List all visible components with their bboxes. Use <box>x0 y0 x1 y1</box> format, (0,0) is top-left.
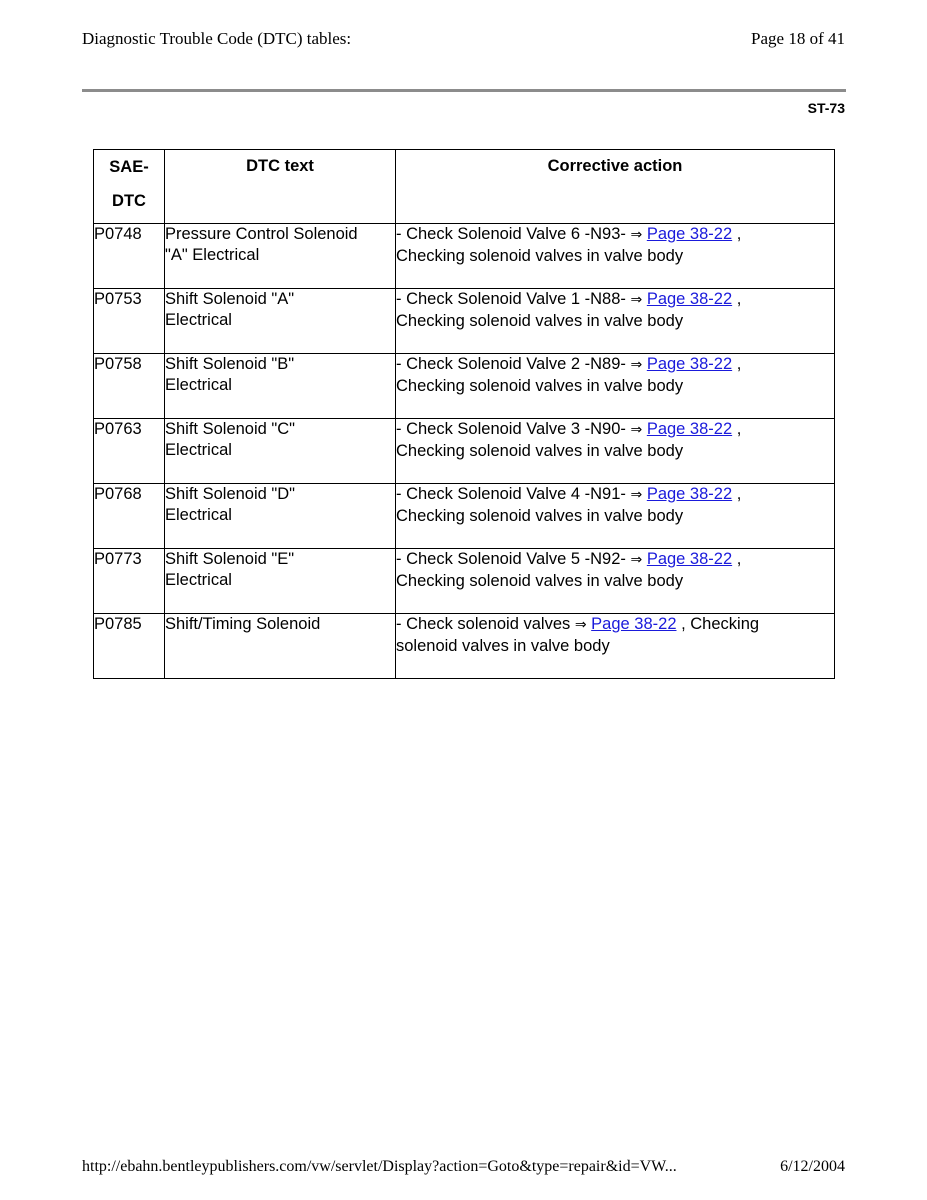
table-row <box>94 354 835 419</box>
action-suffix: , <box>736 485 742 503</box>
dtc-code-text: P0753 <box>94 290 142 308</box>
dtc-code <box>94 224 165 289</box>
corrective-action-line2: Checking solenoid valves in valve body <box>396 377 684 395</box>
arrow-right-icon: ⇒ <box>630 227 643 243</box>
arrow-right-icon: ⇒ <box>630 552 643 568</box>
arrow-right-icon: ⇒ <box>630 422 643 438</box>
action-text: - Check Solenoid Valve 4 -N91- <box>396 485 626 503</box>
dtc-code <box>94 614 165 679</box>
dtc-description-line2: Electrical <box>165 506 232 524</box>
table-row <box>94 419 835 484</box>
table-row <box>94 289 835 354</box>
page-link[interactable]: Page 38-22 <box>591 615 677 633</box>
dtc-description-line1: Pressure Control Solenoid <box>165 225 358 243</box>
dtc-description <box>165 289 396 354</box>
dtc-description-line1: Shift/Timing Solenoid <box>165 615 321 633</box>
action-suffix: , <box>736 420 742 438</box>
corrective-action-line2: Checking solenoid valves in valve body <box>396 442 684 460</box>
dtc-code-text: P0768 <box>94 485 142 503</box>
dtc-description <box>165 419 396 484</box>
page-link[interactable]: Page 38-22 <box>646 225 733 243</box>
dtc-description-line2: Electrical <box>165 376 232 394</box>
dtc-description-line1: Shift Solenoid "B" <box>165 355 295 373</box>
arrow-right-icon: ⇒ <box>630 292 643 308</box>
column-header-dtc-text: DTC text <box>165 150 396 224</box>
action-suffix: , <box>736 225 742 243</box>
dtc-table <box>93 149 835 679</box>
dtc-code <box>94 419 165 484</box>
dtc-description-line2: Electrical <box>165 311 232 329</box>
action-text: - Check Solenoid Valve 2 -N89- <box>396 355 626 373</box>
dtc-description-line2: Electrical <box>165 441 232 459</box>
table-header-row <box>94 150 835 224</box>
document-title: Diagnostic Trouble Code (DTC) tables: <box>82 29 352 48</box>
action-suffix: , Checking <box>681 615 760 633</box>
dtc-code <box>94 289 165 354</box>
dtc-code-text: P0758 <box>94 355 142 373</box>
arrow-right-icon: ⇒ <box>630 357 643 373</box>
footer-date: 6/12/2004 <box>780 1158 845 1175</box>
corrective-action-line1 <box>396 549 834 571</box>
corrective-action <box>396 289 835 354</box>
corrective-action-line1 <box>396 224 834 246</box>
corrective-action <box>396 354 835 419</box>
dtc-description-line2: "A" Electrical <box>165 246 260 264</box>
corrective-action-line1 <box>396 614 834 636</box>
action-text: - Check Solenoid Valve 5 -N92- <box>396 550 626 568</box>
dtc-label: DTC <box>112 192 146 210</box>
corrective-action <box>396 549 835 614</box>
dtc-description <box>165 354 396 419</box>
sae-label: SAE- <box>109 158 149 176</box>
action-text: - Check Solenoid Valve 3 -N90- <box>396 420 626 438</box>
action-suffix: , <box>736 550 742 568</box>
dtc-description <box>165 614 396 679</box>
page-link[interactable]: Page 38-22 <box>646 355 733 373</box>
corrective-action <box>396 419 835 484</box>
dtc-code <box>94 549 165 614</box>
footer-url: http://ebahn.bentleypublishers.com/vw/servlet/Display?action=Goto&type=repair&id=VW... <box>82 1158 677 1175</box>
table-row <box>94 484 835 549</box>
dtc-description-line2: Electrical <box>165 571 232 589</box>
table-row <box>94 549 835 614</box>
dtc-table-body <box>94 224 835 679</box>
dtc-code-text: P0763 <box>94 420 142 438</box>
page-link[interactable]: Page 38-22 <box>646 550 733 568</box>
corrective-action-line2: Checking solenoid valves in valve body <box>396 572 684 590</box>
table-row <box>94 614 835 679</box>
corrective-action-line2: solenoid valves in valve body <box>396 637 610 655</box>
page-link[interactable]: Page 38-22 <box>646 485 733 503</box>
action-text: - Check Solenoid Valve 1 -N88- <box>396 290 626 308</box>
corrective-action <box>396 224 835 289</box>
column-header-sae-dtc <box>94 150 165 224</box>
arrow-right-icon: ⇒ <box>574 617 587 633</box>
dtc-description-line1: Shift Solenoid "D" <box>165 485 296 503</box>
corrective-action-line2: Checking solenoid valves in valve body <box>396 247 684 265</box>
dtc-code-text: P0785 <box>94 615 142 633</box>
action-suffix: , <box>736 290 742 308</box>
dtc-description-line1: Shift Solenoid "C" <box>165 420 296 438</box>
section-code: ST-73 <box>807 100 845 116</box>
arrow-right-icon: ⇒ <box>630 487 643 503</box>
corrective-action-line2: Checking solenoid valves in valve body <box>396 507 684 525</box>
corrective-action <box>396 484 835 549</box>
corrective-action-line2: Checking solenoid valves in valve body <box>396 312 684 330</box>
column-header-corrective-action: Corrective action <box>396 150 835 224</box>
corrective-action-line1 <box>396 354 834 376</box>
corrective-action-line1 <box>396 419 834 441</box>
dtc-description <box>165 549 396 614</box>
dtc-code <box>94 484 165 549</box>
dtc-description <box>165 224 396 289</box>
table-row <box>94 224 835 289</box>
dtc-code-text: P0773 <box>94 550 142 568</box>
page-link[interactable]: Page 38-22 <box>646 290 733 308</box>
dtc-description-line1: Shift Solenoid "A" <box>165 290 295 308</box>
corrective-action <box>396 614 835 679</box>
corrective-action-line1 <box>396 484 834 506</box>
page-number: Page 18 of 41 <box>751 29 845 48</box>
dtc-code <box>94 354 165 419</box>
action-text: - Check Solenoid Valve 6 -N93- <box>396 225 626 243</box>
action-suffix: , <box>736 355 742 373</box>
page-link[interactable]: Page 38-22 <box>646 420 733 438</box>
dtc-description-line1: Shift Solenoid "E" <box>165 550 295 568</box>
corrective-action-line1 <box>396 289 834 311</box>
dtc-code-text: P0748 <box>94 225 142 243</box>
dtc-description <box>165 484 396 549</box>
header-divider <box>82 89 846 92</box>
action-text: - Check solenoid valves <box>396 615 571 633</box>
